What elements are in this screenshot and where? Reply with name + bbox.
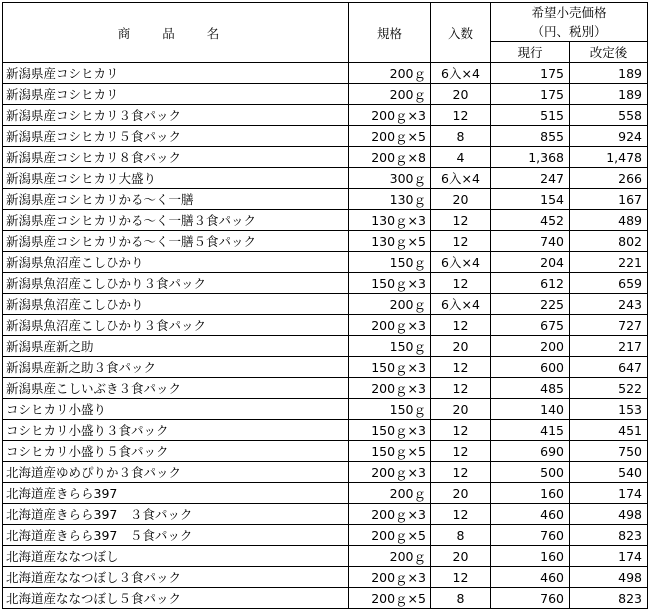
product-name-cell: 北海道産きらら397 [3,483,349,504]
table-row [3,420,648,441]
spec-cell: 200ｇ×5 [349,525,431,546]
spec-cell: 150ｇ [349,252,431,273]
quantity-cell: 20 [431,399,491,420]
quantity-cell: 20 [431,336,491,357]
spec-cell: 150ｇ×3 [349,357,431,378]
product-name-cell: 新潟県産新之助 [3,336,349,357]
quantity-cell: 12 [431,273,491,294]
spec-cell: 200ｇ [349,294,431,315]
price-table-container [2,2,648,609]
revised-price-cell: 1,478 [570,147,648,168]
spec-cell: 200ｇ [349,63,431,84]
current-price-cell: 690 [491,441,570,462]
spec-cell: 150ｇ×5 [349,441,431,462]
revised-price-cell: 540 [570,462,648,483]
product-name-cell: 新潟県魚沼産こしひかり３食パック [3,273,349,294]
revised-price-cell: 217 [570,336,648,357]
table-row [3,294,648,315]
revised-price-cell: 750 [570,441,648,462]
table-row [3,378,648,399]
revised-price-cell: 243 [570,294,648,315]
spec-cell: 300ｇ [349,168,431,189]
current-price-cell: 225 [491,294,570,315]
revised-price-cell: 498 [570,504,648,525]
spec-cell: 200ｇ [349,546,431,567]
product-name-cell: 北海道産ななつぼし [3,546,349,567]
revised-price-cell: 823 [570,525,648,546]
spec-cell: 200ｇ×3 [349,462,431,483]
table-row [3,504,648,525]
spec-cell: 150ｇ [349,336,431,357]
revised-price-cell: 167 [570,189,648,210]
quantity-cell: 12 [431,462,491,483]
revised-price-cell: 451 [570,420,648,441]
header-row-top [3,3,648,42]
table-row [3,462,648,483]
quantity-cell: 12 [431,105,491,126]
current-price-cell: 154 [491,189,570,210]
quantity-cell: 6入×4 [431,63,491,84]
header-spec: 規格 [349,3,431,63]
quantity-cell: 12 [431,210,491,231]
product-name-cell: 新潟県魚沼産こしひかり [3,294,349,315]
header-revised: 改定後 [570,42,648,63]
quantity-cell: 12 [431,504,491,525]
quantity-cell: 12 [431,441,491,462]
current-price-cell: 140 [491,399,570,420]
current-price-cell: 855 [491,126,570,147]
table-row [3,525,648,546]
product-name-cell: 北海道産きらら397 ５食パック [3,525,349,546]
table-row [3,105,648,126]
revised-price-cell: 174 [570,483,648,504]
current-price-cell: 500 [491,462,570,483]
current-price-cell: 485 [491,378,570,399]
quantity-cell: 6入×4 [431,252,491,273]
revised-price-cell: 189 [570,63,648,84]
current-price-cell: 452 [491,210,570,231]
current-price-cell: 160 [491,546,570,567]
current-price-cell: 175 [491,84,570,105]
header-quantity: 入数 [431,3,491,63]
current-price-cell: 515 [491,105,570,126]
current-price-cell: 200 [491,336,570,357]
current-price-cell: 415 [491,420,570,441]
table-row [3,231,648,252]
table-row [3,84,648,105]
current-price-cell: 760 [491,588,570,609]
table-row [3,546,648,567]
table-body [3,63,648,609]
table-row [3,399,648,420]
revised-price-cell: 489 [570,210,648,231]
table-row [3,441,648,462]
quantity-cell: 6入×4 [431,294,491,315]
spec-cell: 200ｇ [349,483,431,504]
table-row [3,567,648,588]
product-name-cell: 新潟県産コシヒカリ大盛り [3,168,349,189]
table-row [3,168,648,189]
revised-price-cell: 647 [570,357,648,378]
table-row [3,483,648,504]
current-price-cell: 160 [491,483,570,504]
quantity-cell: 12 [431,315,491,336]
spec-cell: 200ｇ×3 [349,105,431,126]
product-name-cell: コシヒカリ小盛り [3,399,349,420]
current-price-cell: 600 [491,357,570,378]
revised-price-cell: 266 [570,168,648,189]
spec-cell: 200ｇ×5 [349,126,431,147]
current-price-cell: 460 [491,567,570,588]
quantity-cell: 8 [431,525,491,546]
spec-cell: 200ｇ [349,84,431,105]
spec-cell: 130ｇ×5 [349,231,431,252]
current-price-cell: 675 [491,315,570,336]
product-name-cell: コシヒカリ小盛り５食パック [3,441,349,462]
quantity-cell: 8 [431,126,491,147]
current-price-cell: 740 [491,231,570,252]
product-name-cell: 新潟県産こしいぶき３食パック [3,378,349,399]
revised-price-cell: 174 [570,546,648,567]
quantity-cell: 20 [431,483,491,504]
revised-price-cell: 498 [570,567,648,588]
quantity-cell: 4 [431,147,491,168]
revised-price-cell: 802 [570,231,648,252]
table-row [3,63,648,84]
product-name-cell: 新潟県産コシヒカリ３食パック [3,105,349,126]
product-name-cell: 新潟県魚沼産こしひかり [3,252,349,273]
quantity-cell: 12 [431,231,491,252]
table-row [3,588,648,609]
product-name-cell: 新潟県産コシヒカリ [3,84,349,105]
revised-price-cell: 558 [570,105,648,126]
quantity-cell: 6入×4 [431,168,491,189]
spec-cell: 150ｇ [349,399,431,420]
header-current: 現行 [491,42,570,63]
current-price-cell: 460 [491,504,570,525]
table-row [3,336,648,357]
price-table [2,2,648,609]
product-name-cell: 北海道産ゆめぴりか３食パック [3,462,349,483]
current-price-cell: 612 [491,273,570,294]
table-row [3,189,648,210]
product-name-cell: 新潟県産コシヒカリかる～く一膳５食パック [3,231,349,252]
quantity-cell: 20 [431,546,491,567]
header-price-unit: （円、税別） [531,24,607,39]
current-price-cell: 175 [491,63,570,84]
product-name-cell: 新潟県産コシヒカリ [3,63,349,84]
table-row [3,210,648,231]
table-row [3,357,648,378]
header-price-title: 希望小売価格 [531,5,607,20]
quantity-cell: 12 [431,357,491,378]
revised-price-cell: 659 [570,273,648,294]
quantity-cell: 12 [431,420,491,441]
spec-cell: 150ｇ×3 [349,420,431,441]
revised-price-cell: 221 [570,252,648,273]
table-row [3,315,648,336]
product-name-cell: 新潟県産コシヒカリ５食パック [3,126,349,147]
revised-price-cell: 727 [570,315,648,336]
spec-cell: 200ｇ×3 [349,567,431,588]
spec-cell: 130ｇ×3 [349,210,431,231]
product-name-cell: 新潟県産コシヒカリかる～く一膳 [3,189,349,210]
product-name-cell: コシヒカリ小盛り３食パック [3,420,349,441]
revised-price-cell: 522 [570,378,648,399]
current-price-cell: 1,368 [491,147,570,168]
product-name-cell: 新潟県産コシヒカリかる～く一膳３食パック [3,210,349,231]
spec-cell: 200ｇ×5 [349,588,431,609]
spec-cell: 200ｇ×3 [349,315,431,336]
product-name-cell: 北海道産きらら397 ３食パック [3,504,349,525]
spec-cell: 130ｇ [349,189,431,210]
revised-price-cell: 153 [570,399,648,420]
table-row [3,126,648,147]
product-name-cell: 北海道産ななつぼし５食パック [3,588,349,609]
quantity-cell: 8 [431,588,491,609]
spec-cell: 200ｇ×3 [349,378,431,399]
header-product-name: 商 品 名 [3,3,349,63]
product-name-cell: 新潟県産コシヒカリ８食パック [3,147,349,168]
quantity-cell: 20 [431,84,491,105]
table-row [3,147,648,168]
revised-price-cell: 823 [570,588,648,609]
current-price-cell: 204 [491,252,570,273]
spec-cell: 150ｇ×3 [349,273,431,294]
quantity-cell: 12 [431,378,491,399]
revised-price-cell: 189 [570,84,648,105]
table-row [3,273,648,294]
quantity-cell: 20 [431,189,491,210]
header-price-group [491,3,648,42]
current-price-cell: 760 [491,525,570,546]
table-row [3,252,648,273]
revised-price-cell: 924 [570,126,648,147]
table-header [3,3,648,63]
product-name-cell: 北海道産ななつぼし３食パック [3,567,349,588]
product-name-cell: 新潟県魚沼産こしひかり３食パック [3,315,349,336]
quantity-cell: 12 [431,567,491,588]
spec-cell: 200ｇ×8 [349,147,431,168]
spec-cell: 200ｇ×3 [349,504,431,525]
product-name-cell: 新潟県産新之助３食パック [3,357,349,378]
current-price-cell: 247 [491,168,570,189]
